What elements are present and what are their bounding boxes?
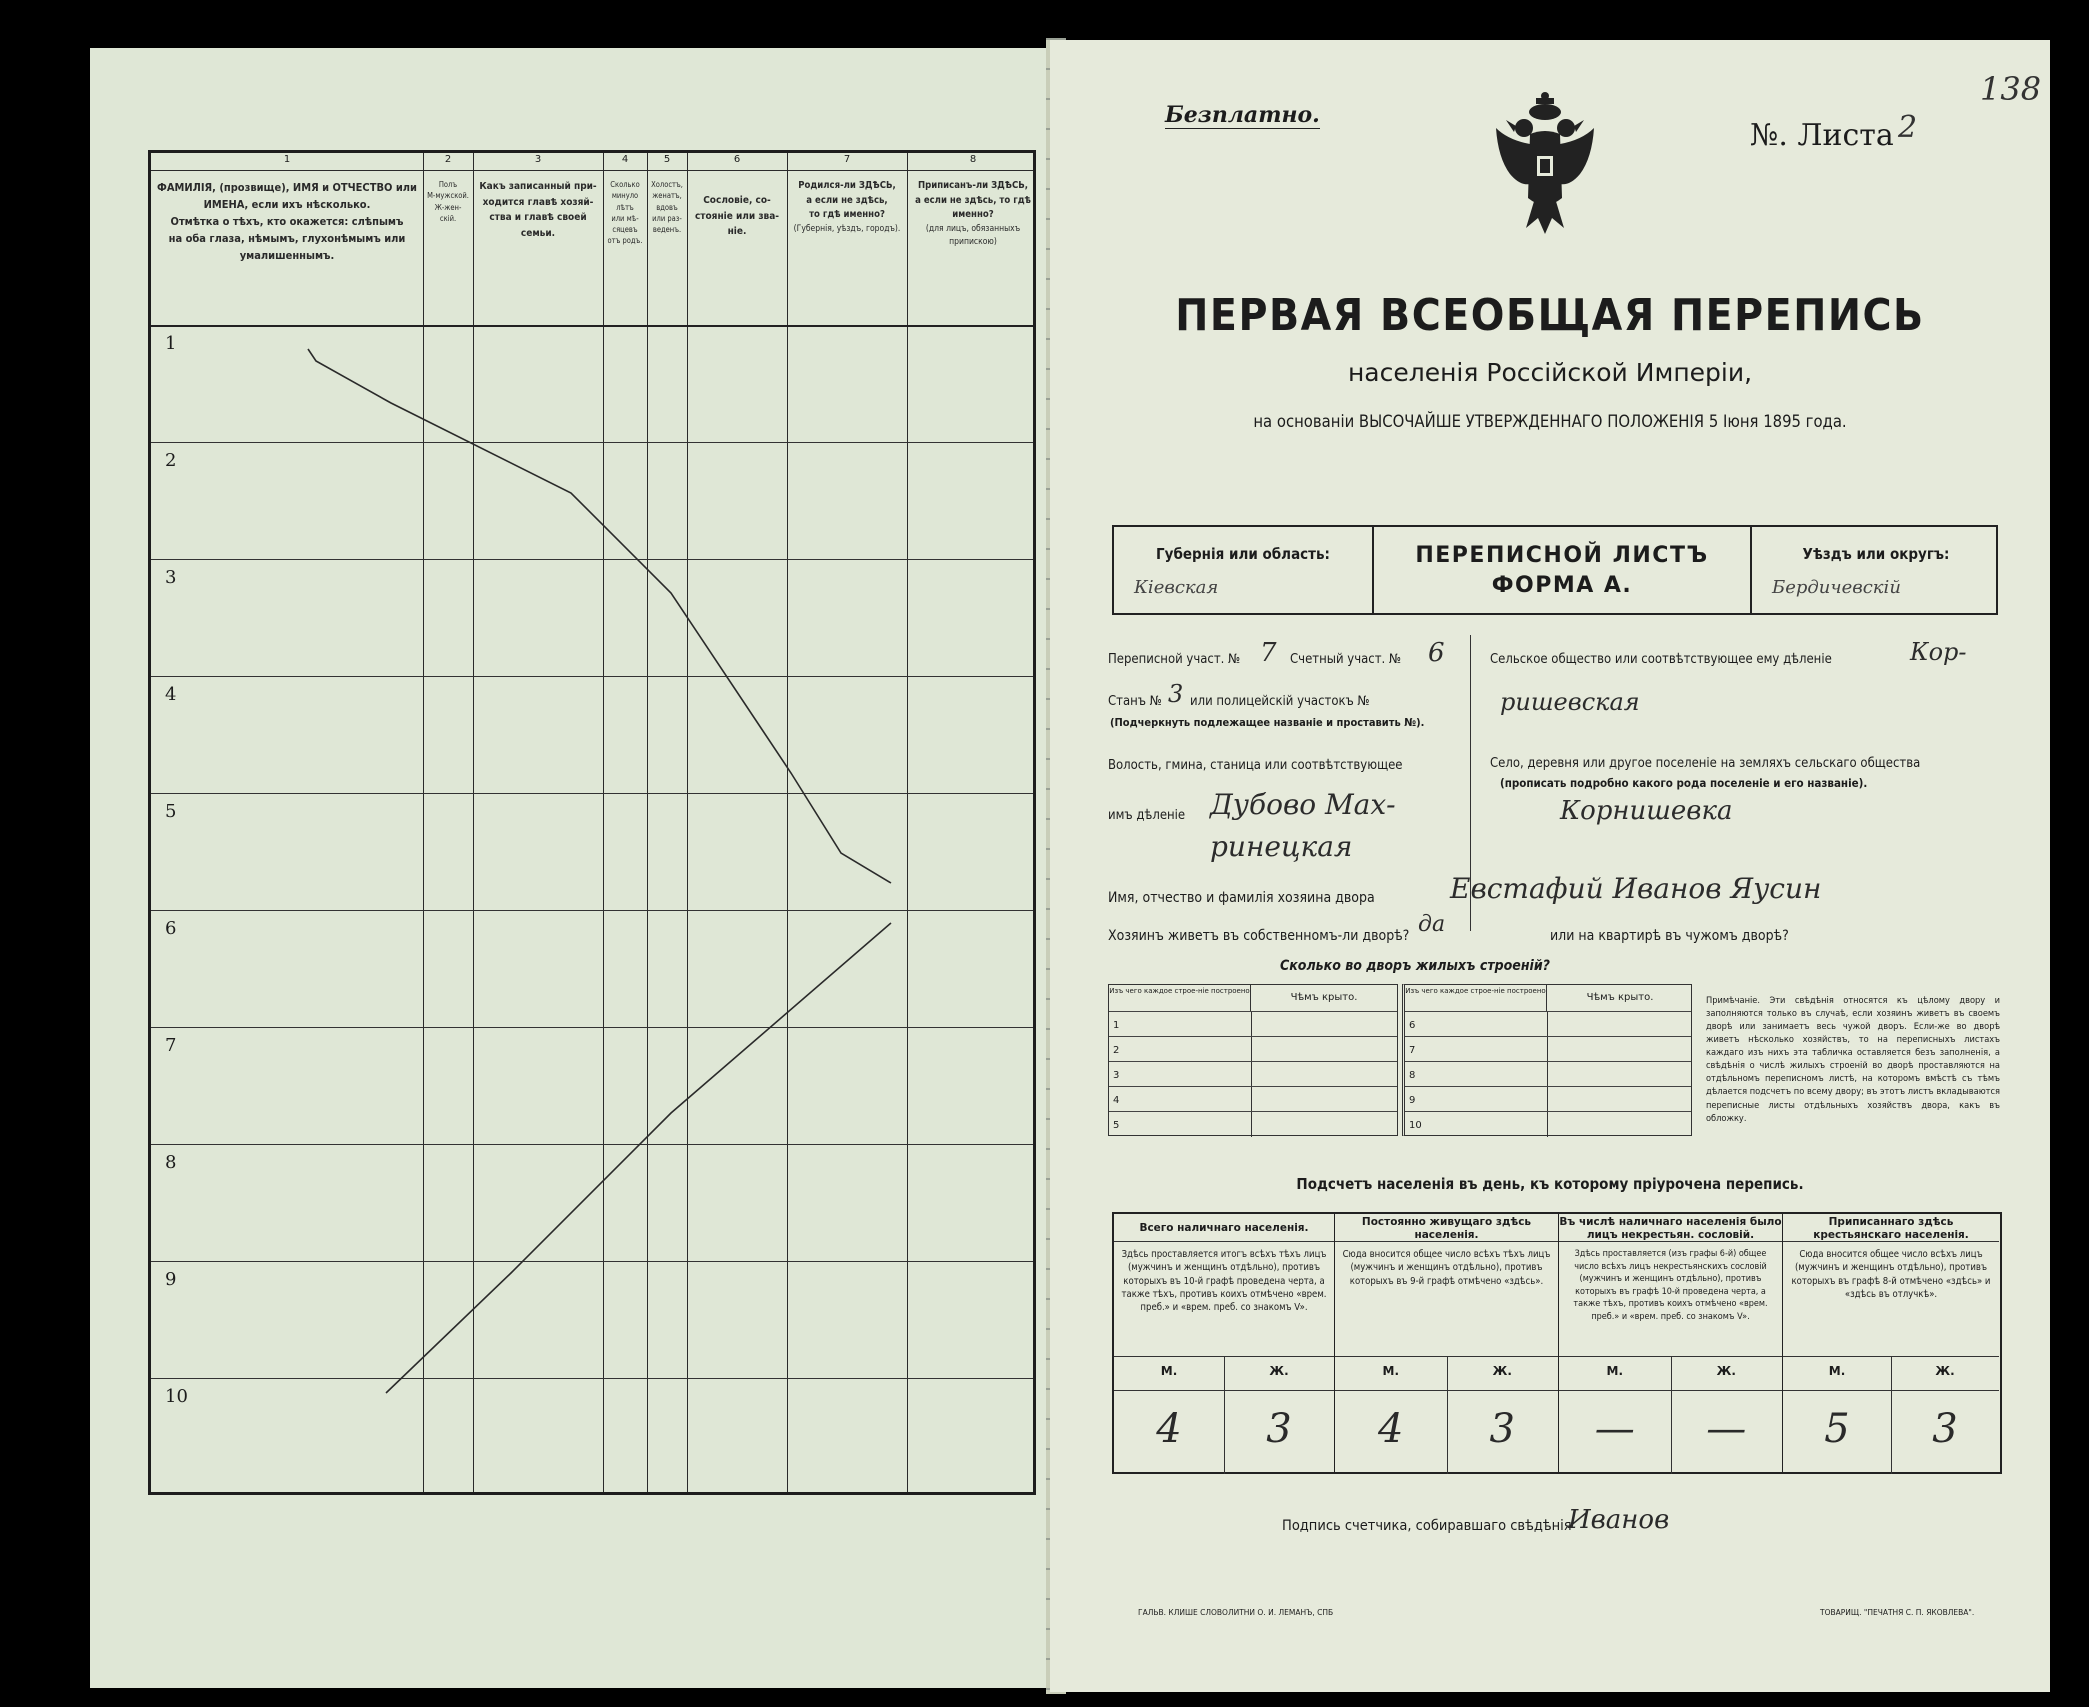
cell-divider (1547, 1011, 1548, 1137)
left-page (90, 48, 1050, 1688)
header-line: припискою) (949, 237, 997, 248)
buildings-table-left (1108, 984, 1398, 1136)
strike-line-lower (386, 923, 891, 1393)
header-line: Полъ (438, 180, 458, 189)
row-divider (1114, 1390, 1334, 1391)
counting-area-label: Счетный участ. № (1290, 652, 1402, 667)
stan-value: 3 (1168, 680, 1184, 708)
header-line: ходится главѣ хозяй- (482, 196, 594, 208)
male-count: 4 (1378, 1406, 1404, 1452)
row-number: 8 (165, 1152, 177, 1173)
female-count: — (1706, 1406, 1747, 1452)
buildings-table-right (1402, 984, 1692, 1136)
volost-label-2: имъ дѣленіе (1108, 808, 1186, 823)
row-number: 1 (165, 333, 177, 354)
column-number: 2 (444, 154, 452, 165)
header-line: ФАМИЛІЯ, (прозвище), ИМЯ и ОТЧЕСТВО или (157, 181, 417, 194)
printer-credit-right: ТОВАРИЩ. "ПЕЧАТНЯ С. П. ЯКОВЛЕВА". (1820, 1608, 1975, 1617)
building-row (1405, 1111, 1691, 1131)
province-label: Губернія или область: (1156, 545, 1330, 563)
cancellation-strike-lines (151, 153, 1039, 1498)
building-number: 6 (1409, 1020, 1416, 1031)
buildings-note: Примѣчаніе. Эти свѣдѣнія относятся къ цѣлому двору и заполняются только въ случаѣ, если хозяинъ живетъ въ своемъ дворѣ или занимаетъ весь чужой дворъ. Если-же во дворѣ живетъ нѣсколько хозяйствъ, то на переписныхъ листахъ каждаго изъ нихъ эта табличка оставляется безъ заполненія, а свѣдѣнія о числѣ жилыхъ строеній во дворѣ проставляются на отдѣльномъ переписномъ листѣ, на которомъ вмѣстѣ съ тѣмъ дѣлается подсчетъ по всему двору; въ этотъ листъ вкладываются переписные листы отдѣльныхъ хозяйствъ двора, какъ въ обложку. (1706, 995, 2000, 1124)
other-house-label: или на квартирѣ въ чужомъ дворѣ? (1550, 928, 1789, 944)
counting-area-value: 6 (1428, 638, 1445, 668)
row-number: 3 (165, 567, 177, 588)
row-number: 4 (165, 684, 177, 705)
archive-page-number: 138 (1980, 70, 2042, 108)
count-group-desc: Здѣсь проставляется (изъ графы 6-й) общее число всѣхъ лицъ некрестьянскихъ сословій (мужчинъ и женщинъ отдѣльно), противъ которыхъ въ графѣ 10-й проведена черта, а также тѣхъ, противъ коихъ отмѣчено «врем. преб.» и «врем. преб. со знакомъ V». (1573, 1249, 1768, 1322)
female-count: 3 (1932, 1406, 1958, 1452)
column-number: 8 (969, 154, 977, 165)
population-count-title: Подсчетъ населенія въ день, къ которому пріурочена перепись. (1296, 1175, 1804, 1193)
material-header: Изъ чего каждое строе-ніе построено (1405, 985, 1547, 1011)
province-box (1114, 527, 1372, 613)
female-label: Ж. (1716, 1364, 1736, 1378)
header-line: отъ родъ. (607, 236, 643, 246)
sheet-number-value: 2 (1898, 110, 1918, 145)
header-line: Отмѣтка о тѣхъ, кто окажется: слѣпымъ (170, 215, 404, 229)
material-header: Изъ чего каждое строе-ніе построено (1109, 985, 1251, 1011)
header-line: а если не здѣсь, (806, 194, 888, 206)
count-group-total (1114, 1214, 1334, 1472)
building-number: 5 (1113, 1120, 1120, 1131)
female-count: 3 (1266, 1406, 1292, 1452)
header-line: Сколько (610, 180, 640, 189)
enumerator-signature: Иванов (1568, 1505, 1670, 1535)
column-number: 5 (663, 154, 671, 165)
male-label: М. (1828, 1364, 1846, 1378)
building-number: 10 (1409, 1120, 1422, 1131)
count-group-head: Постоянно живущаго здѣсь населенія. (1335, 1214, 1558, 1242)
location-header-boxes (1112, 525, 1998, 615)
cell-divider (1251, 1011, 1252, 1137)
volost-value-1: Дубово Мах- (1210, 788, 1396, 821)
double-headed-eagle-icon (1490, 88, 1600, 248)
building-number: 4 (1113, 1095, 1120, 1106)
female-label: Ж. (1492, 1364, 1512, 1378)
count-group-non-peasant (1558, 1214, 1782, 1472)
header-line: умалишеннымъ. (239, 249, 335, 263)
count-group-desc: Сюда вносится общее число всѣхъ тѣхъ лицъ (мужчинъ и женщинъ отдѣльно), противъ которыхъ въ 9-й графѣ отмѣчено «здѣсь». (1342, 1249, 1551, 1287)
district-value: Бердичевскій (1772, 577, 1901, 598)
legal-basis: на основаніи ВЫСОЧАЙШЕ УТВЕРЖДЕННАГО ПОЛОЖЕНІЯ 5 Іюня 1895 года. (1253, 412, 1847, 431)
female-count: 3 (1489, 1406, 1515, 1452)
male-count: 4 (1156, 1406, 1182, 1452)
building-number: 9 (1409, 1095, 1416, 1106)
male-label: М. (1382, 1364, 1399, 1378)
header-line: именно? (952, 209, 994, 221)
male-label: М. (1160, 1364, 1178, 1378)
village-value: Корнишевка (1560, 796, 1733, 826)
count-group-head: Въ числѣ наличнаго населенія было лицъ некрестьян. сословій. (1559, 1216, 1782, 1241)
form-title-box (1372, 527, 1752, 613)
printer-credit-left: ГАЛЬВ. КЛИШЕ СЛОВОЛИТНИ О. И. ЛЕМАНЪ, СПБ (1138, 1608, 1334, 1617)
form-title-line-2: ФОРМА А. (1491, 573, 1633, 598)
form-title-line-1: ПЕРЕПИСНОЙ ЛИСТЪ (1415, 543, 1709, 568)
village-label: Село, деревня или другое поселеніе на земляхъ сельскаго общества (1490, 756, 1921, 771)
roof-header: Чѣмъ крыто. (1586, 992, 1654, 1003)
volost-value-2: ринецкая (1210, 830, 1353, 863)
column-number: 6 (733, 154, 741, 165)
police-area-label: или полицейскій участокъ № (1190, 694, 1370, 709)
header-line: Сословіе, со- (703, 195, 771, 206)
free-label: Безплатно. (1165, 102, 1320, 128)
row-number: 9 (165, 1269, 177, 1290)
column-number: 7 (843, 154, 851, 165)
header-line: семьи. (520, 227, 556, 239)
buildings-label: Сколько во дворъ жилыхъ строеній? (1280, 958, 1550, 974)
header-line: ства и главѣ своей (489, 212, 587, 223)
header-line: или мѣ- (611, 213, 639, 223)
header-line: Родился-ли ЗДѢСЬ, (798, 180, 896, 191)
row-number: 7 (165, 1035, 177, 1056)
header-line: или раз- (652, 213, 682, 223)
header-line: Какъ записанный при- (479, 181, 597, 192)
building-number: 2 (1113, 1045, 1120, 1056)
header-line: веденъ. (652, 225, 682, 234)
row-divider (1335, 1390, 1558, 1391)
roof-header: Чѣмъ крыто. (1290, 992, 1358, 1003)
building-row (1405, 1036, 1691, 1056)
header-line: вдовъ (656, 202, 678, 212)
header-line: то гдѣ именно? (809, 209, 885, 221)
count-group-desc: Здѣсь проставляется итогъ всѣхъ тѣхъ лицъ (мужчинъ и женщинъ отдѣльно), противъ которыхъ въ 10-й графѣ проведена черта, а также тѣхъ, противъ коихъ отмѣчено «врем. преб.» и «врем. преб. со знакомъ V». (1121, 1249, 1327, 1314)
building-row (1109, 1086, 1397, 1106)
building-row (1109, 1061, 1397, 1081)
count-group-head: Приписаннаго здѣсь крестьянскаго населенія. (1783, 1214, 1999, 1242)
strike-line-upper (308, 349, 891, 883)
header-line: (для лицъ, обязанныхъ (925, 224, 1021, 235)
society-value-2: ришевская (1500, 688, 1640, 716)
header-line: (Губернія, уѣздъ, городъ). (793, 224, 901, 235)
row-number: 6 (165, 918, 177, 939)
sheet-number-label: №. Листа (1750, 118, 1894, 153)
household-members-table (148, 150, 1036, 1495)
header-line: лѣтъ (616, 202, 634, 212)
building-row (1405, 1011, 1691, 1031)
owner-value: Евстафий Иванов Яусин (1450, 872, 1822, 905)
header-line: стояніе или зва- (694, 210, 780, 222)
building-number: 3 (1113, 1070, 1120, 1081)
village-note: (прописать подробно какого рода поселеніе и его названіе). (1500, 776, 1868, 790)
population-count-table (1112, 1212, 2002, 1474)
volost-label: Волость, гмина, станица или соотвѣтствующее (1108, 758, 1403, 773)
row-number: 2 (165, 450, 177, 471)
header-line: ИМЕНА, если ихъ нѣсколько. (203, 198, 371, 212)
header-line: а если не здѣсь, то гдѣ (915, 194, 1031, 206)
header-line: М-мужской. (427, 191, 469, 201)
female-label: Ж. (1269, 1364, 1289, 1378)
society-value-1: Кор- (1910, 638, 1967, 666)
owner-label: Имя, отчество и фамилія хозяина двора (1108, 890, 1375, 906)
header-line: на оба глаза, нѣмымъ, глухонѣмымъ или (168, 232, 406, 246)
underline-note: (Подчеркнуть подлежащее названіе и проставить №). (1110, 716, 1425, 729)
document-title: ПЕРВАЯ ВСЕОБЩАЯ ПЕРЕПИСЬ (1175, 290, 1925, 341)
building-row (1109, 1111, 1397, 1131)
province-value: Кіевская (1134, 577, 1219, 598)
column-number: 4 (621, 154, 629, 165)
row-number: 5 (165, 801, 177, 822)
male-label: М. (1606, 1364, 1623, 1378)
header-line: скій. (439, 213, 457, 223)
header-line: женатъ, (652, 191, 682, 201)
column-number: 3 (534, 154, 542, 165)
building-number: 1 (1113, 1020, 1120, 1031)
male-count: 5 (1824, 1406, 1850, 1452)
building-row (1405, 1086, 1691, 1106)
district-label: Уѣздъ или округъ: (1802, 545, 1950, 563)
male-count: — (1594, 1406, 1635, 1452)
building-row (1109, 1011, 1397, 1031)
district-box (1752, 527, 2000, 613)
column-number: 1 (283, 154, 291, 165)
census-area-value: 7 (1260, 638, 1277, 668)
count-group-head: Всего наличнаго населенія. (1114, 1214, 1334, 1242)
count-group-registered-peasant (1782, 1214, 1999, 1472)
row-divider (1559, 1390, 1782, 1391)
count-group-permanent (1334, 1214, 1558, 1472)
header-line: Холостъ, (651, 180, 683, 189)
enumerator-signature-label: Подпись счетчика, собиравшаго свѣдѣнія (1282, 1518, 1572, 1534)
row-number: 10 (165, 1386, 188, 1407)
society-label: Сельское общество или соотвѣтствующее ему дѣленіе (1490, 652, 1832, 667)
female-label: Ж. (1935, 1364, 1955, 1378)
header-line: Приписанъ-ли ЗДѢСЬ, (918, 180, 1028, 191)
stan-label: Станъ № (1108, 694, 1162, 709)
own-house-value: да (1418, 912, 1446, 937)
row-divider (1783, 1390, 1999, 1391)
right-page (1050, 40, 2050, 1692)
own-house-label: Хозяинъ живетъ въ собственномъ-ли дворѣ? (1108, 928, 1410, 944)
building-row (1109, 1036, 1397, 1056)
header-line: минуло (611, 191, 639, 201)
count-group-desc: Сюда вносится общее число всѣхъ лицъ (мужчинъ и женщинъ отдѣльно), противъ которыхъ въ графѣ 8-й отмѣчено «здѣсь» и «здѣсь въ отлучкѣ». (1791, 1249, 1991, 1300)
header-line: ніе. (727, 226, 747, 237)
header-line: Ж-жен- (434, 202, 462, 212)
header-line: сяцевъ (612, 225, 638, 234)
building-number: 8 (1409, 1070, 1416, 1081)
building-row (1405, 1061, 1691, 1081)
census-area-label: Переписной участ. № (1108, 652, 1241, 667)
document-subtitle: населенія Россійской Имперіи, (1347, 358, 1753, 387)
building-number: 7 (1409, 1045, 1416, 1056)
